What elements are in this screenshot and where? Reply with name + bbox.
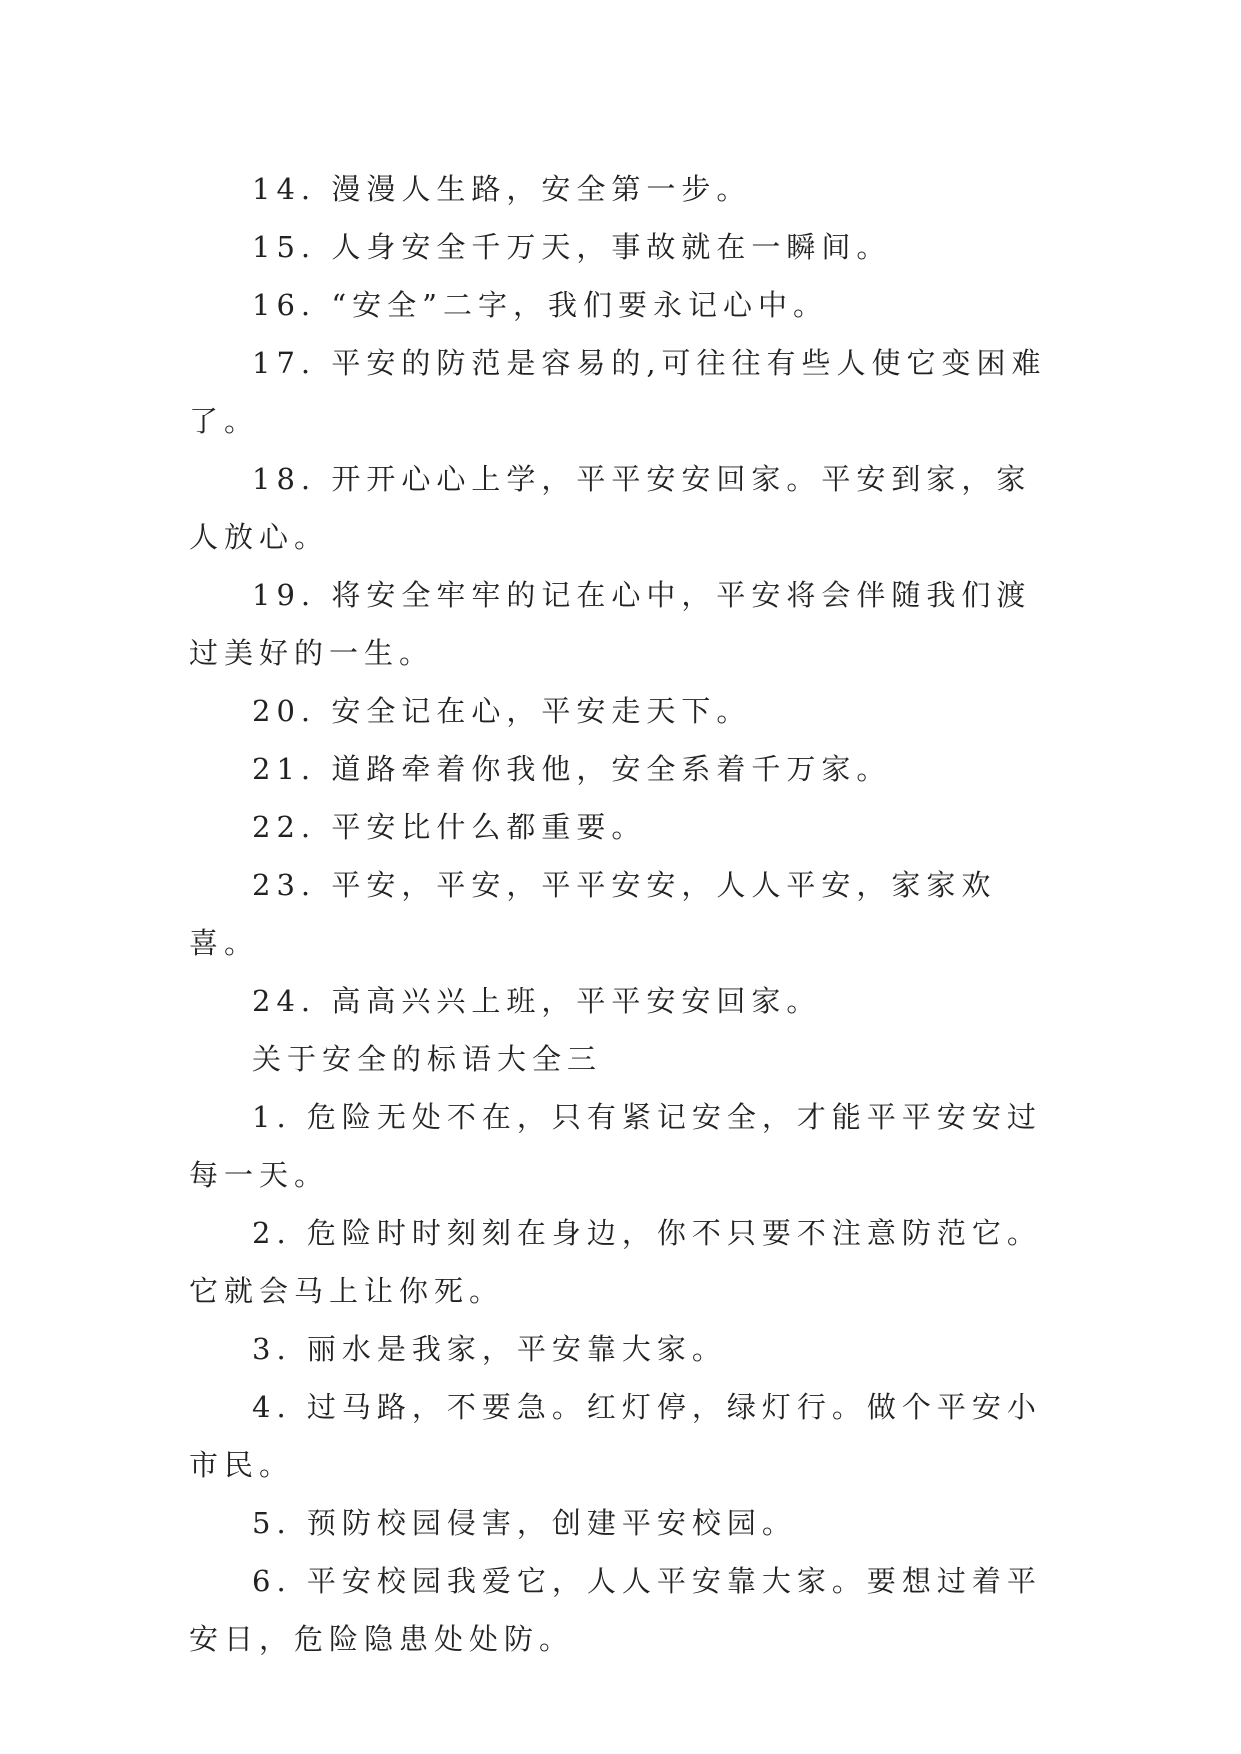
slogan-item-14: 14. 漫漫人生路，安全第一步。 (252, 172, 752, 206)
slogan-item-4: 4. 过马路，不要急。红灯停，绿灯行。做个平安小市民。 (189, 1390, 1042, 1482)
section-heading: 关于安全的标语大全三 (252, 1042, 603, 1076)
slogan-item-16: 16. “安全”二字，我们要永记心中。 (252, 288, 828, 322)
slogan-item-22: 22. 平安比什么都重要。 (252, 810, 647, 844)
slogan-item-24: 24. 高高兴兴上班，平平安安回家。 (252, 984, 822, 1018)
slogan-item-19: 19. 将安全牢牢的记在心中，平安将会伴随我们渡过美好的一生。 (189, 578, 1032, 670)
slogan-item-15: 15. 人身安全千万天，事故就在一瞬间。 (252, 230, 892, 264)
slogan-item-5: 5. 预防校园侵害，创建平安校园。 (252, 1506, 797, 1540)
slogan-item-18: 18. 开开心心上学，平平安安回家。平安到家，家人放心。 (189, 462, 1032, 554)
slogan-item-3: 3. 丽水是我家，平安靠大家。 (252, 1332, 727, 1366)
slogan-item-23: 23. 平安，平安，平平安安，人人平安，家家欢喜。 (189, 868, 997, 960)
slogan-item-17: 17. 平安的防范是容易的,可往往有些人使它变困难了。 (189, 346, 1047, 438)
slogan-item-20: 20. 安全记在心，平安走天下。 (252, 694, 752, 728)
document-body (189, 160, 1049, 1668)
slogan-item-21: 21. 道路牵着你我他，安全系着千万家。 (252, 752, 892, 786)
slogan-item-1: 1. 危险无处不在，只有紧记安全，才能平平安安过每一天。 (189, 1100, 1042, 1192)
slogan-item-6: 6. 平安校园我爱它，人人平安靠大家。要想过着平安日，危险隐患处处防。 (189, 1564, 1042, 1656)
slogan-item-2: 2. 危险时时刻刻在身边，你不只要不注意防范它。它就会马上让你死。 (189, 1216, 1042, 1308)
